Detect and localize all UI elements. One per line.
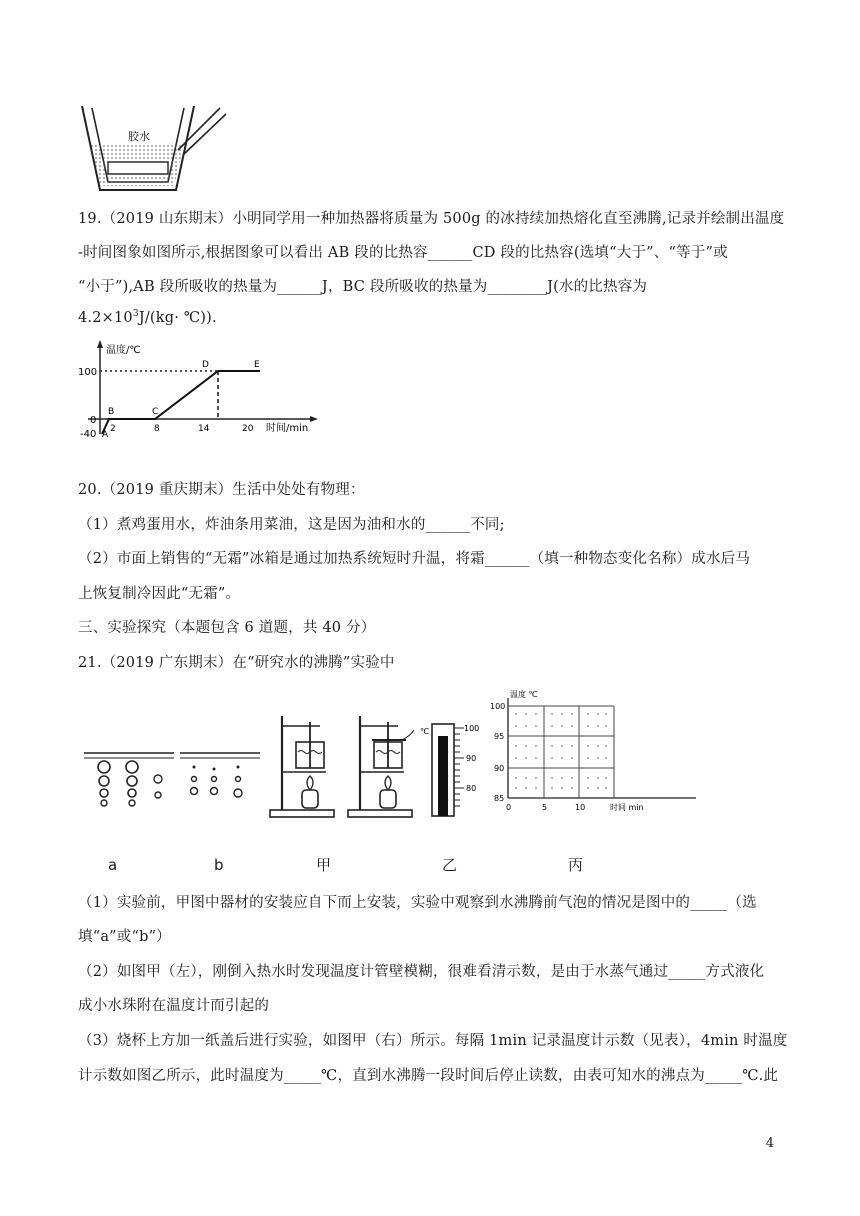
q19-line-1: 19.（2019 山东期末）小明同学用一种加热器将质量为 500g 的冰持续加热熔化直至沸腾,记录并绘制出温度	[78, 211, 785, 227]
figure-label-b: b	[214, 856, 224, 874]
q19-graph-point-c: C	[152, 407, 159, 417]
q20-line-4: 上恢复制冷因此“无霜”。	[78, 586, 241, 602]
figure-label-a: a	[108, 856, 118, 874]
q19-line-3: “小于”),AB 段所吸收的热量为______J，BC 段所吸收的热量为________J(水的比热容为	[78, 279, 648, 295]
q19-graph-xtick-20: 20	[242, 424, 254, 434]
figure-jia-right-apparatus	[346, 712, 416, 820]
figure-yi-thermometer	[420, 720, 486, 820]
chart-xtick-0: 0	[506, 803, 512, 812]
section-3-title: 三、实验探究（本题包含 6 道题，共 40 分）	[78, 620, 376, 636]
chart-xlabel: 时间 min	[610, 803, 644, 812]
thermometer-tick-90: 90	[466, 754, 477, 763]
chart-xtick-5: 5	[542, 803, 548, 812]
chart-ytick-85: 85	[494, 794, 505, 803]
figure-bing-chart	[486, 688, 716, 820]
q19-graph-point-e: E	[254, 360, 260, 370]
chart-dot-grid	[515, 713, 607, 789]
q19-graph-point-a: A	[102, 430, 109, 438]
q20-line-2: （1）煮鸡蛋用水，炸油条用菜油，这是因为油和水的______不同;	[78, 517, 505, 533]
figure-label-bing: 丙	[568, 856, 584, 874]
q19-line-4b: J/(kg· ℃)).	[138, 309, 217, 326]
q19-line-4-sup: 3	[132, 309, 139, 319]
q19-temperature-time-graph	[78, 338, 328, 438]
q21-part-1-line-2: 填“a”或“b”）	[78, 929, 171, 945]
q21-part-2-line-2: 成小水珠附在温度计而引起的	[78, 998, 270, 1014]
chart-ytick-100: 100	[490, 702, 506, 711]
chart-ylabel: 温度 ℃	[510, 690, 538, 699]
figure-jia-left-apparatus	[268, 712, 338, 820]
figure-label-yi: 乙	[442, 856, 458, 874]
q19-graph-ylabel: 温度/℃	[106, 345, 141, 356]
q21-part-1-line-1: （1）实验前，甲图中器材的安装应自下而上安装，实验中观察到水沸腾前气泡的情况是图中的_____（选	[78, 895, 757, 911]
q19-graph-ytick-0: 0	[90, 415, 97, 426]
q19-graph-xlabel: 时间/min	[266, 423, 309, 434]
q19-line-4	[78, 309, 217, 326]
chart-ytick-95: 95	[494, 732, 505, 741]
glue-container-figure	[78, 100, 228, 195]
q19-graph-ytick-neg40: -40	[80, 429, 97, 438]
chart-xtick-10: 10	[575, 803, 586, 812]
chart-ytick-90: 90	[494, 764, 505, 773]
figure-label-jia: 甲	[316, 856, 332, 874]
q19-graph-xtick-2: 2	[110, 424, 116, 434]
q21-part-2-line-1: （2）如图甲（左），刚倒入热水时发现温度计管壁模糊，很难看清示数，是由于水蒸气通过_____方式液化	[78, 964, 765, 980]
q21-part-3-line-2: 计示数如图乙所示，此时温度为_____℃，直到水沸腾一段时间后停止读数，由表可知水的沸点为_____℃.此	[78, 1068, 779, 1084]
q21-part-3-line-1: （3）烧杯上方加一纸盖后进行实验，如图甲（右）所示。每隔 1min 记录温度计示数（见表），4min 时温度	[78, 1033, 788, 1049]
q19-graph-point-d: D	[202, 360, 209, 370]
q19-graph-ytick-100: 100	[78, 367, 98, 378]
figure-b-bubbles	[180, 745, 260, 815]
q21-line-1: 21.（2019 广东期末）在“研究水的沸腾”实验中	[78, 655, 395, 671]
thermometer-tick-80: 80	[466, 784, 477, 793]
q19-line-4a: 4.2×10	[78, 309, 133, 326]
thermometer-tick-100: 100	[464, 724, 480, 733]
page-number: 4	[765, 1136, 774, 1151]
chart-grid	[508, 698, 696, 798]
thermometer-unit: ℃	[420, 727, 429, 736]
glue-label: 胶水	[128, 130, 150, 143]
q20-line-1: 20.（2019 重庆期末）生活中处处有物理：	[78, 482, 365, 498]
q19-graph-xtick-14: 14	[198, 424, 210, 434]
q19-graph-xtick-8: 8	[154, 424, 160, 434]
figure-a-bubbles	[84, 745, 174, 815]
q19-graph-point-b: B	[108, 407, 115, 417]
q19-line-2: -时间图象如图所示,根据图象可以看出 AB 段的比热容______CD 段的比热容(选填“大于”、“等于”或	[78, 245, 728, 261]
q20-line-3: （2）市面上销售的“无霜”冰箱是通过加热系统短时升温，将霜______（填一种物态变化名称）成水后马	[78, 551, 751, 567]
